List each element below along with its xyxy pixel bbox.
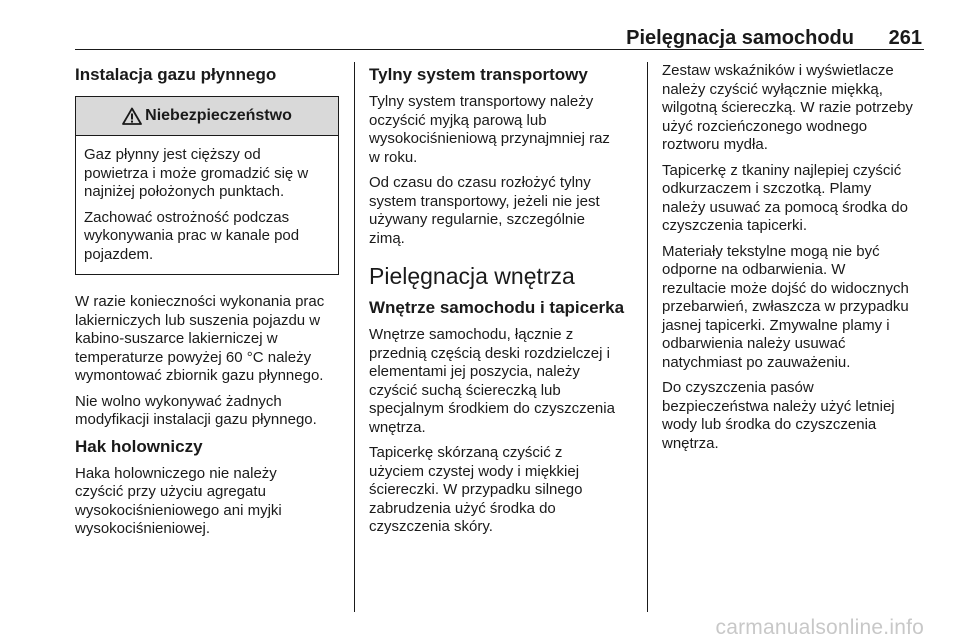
warning-triangle-icon (122, 107, 142, 125)
section-heading-rear-carrier: Tylny system transportowy (369, 65, 588, 84)
watermark: carmanualsonline.info (715, 616, 924, 639)
column-3 (662, 62, 926, 460)
body-paragraph: Tapicerkę z tkaniny najlepiej czyścić odkurzaczem i szczotką. Plamy należy usuwać za pomocą środka do czyszczenia tapicerki. (662, 161, 908, 234)
column-1 (75, 62, 339, 546)
warning-header (76, 97, 338, 136)
section-heading-lpg: Instalacja gazu płynnego (75, 65, 277, 84)
page-number: 261 (888, 27, 922, 49)
body-paragraph: Haka holowniczego nie należy czyścić przy użyciu agregatu wysokociśnieniowego ani myjki wysokociśnieniowej. (75, 464, 282, 537)
warning-paragraph: Gaz płynny jest cięższy od powietrza i może gromadzić się w najniżej położonych punktach. (84, 146, 309, 200)
column-divider (647, 62, 648, 612)
body-paragraph: W razie konieczności wykonania prac lakierniczych lub suszenia pojazdu w kabino-suszarce lakierniczej w temperaturze powyżej 60 °C należy wymontować zbiornik gazu płynnego. (75, 293, 325, 384)
warning-body (76, 136, 338, 274)
column-divider (354, 62, 355, 612)
section-heading-interior: Wnętrze samochodu i tapicerka (369, 298, 625, 317)
header-title: Pielęgnacja samochodu (626, 27, 854, 49)
warning-paragraph: Zachować ostrożność podczas wykonywania prac w kanale pod pojazdem. (84, 208, 300, 263)
body-paragraph: Nie wolno wykonywać żadnych modyfikacji instalacji gazu płynnego. (75, 392, 317, 428)
warning-title: Niebezpieczeństwo (145, 107, 292, 124)
body-paragraph: Do czyszczenia pasów bezpieczeństwa należy użyć letniej wody lub środka do czyszczenia wnętrza. (662, 379, 895, 452)
body-paragraph: Zestaw wskaźników i wyświetlacze należy czyścić wyłącznie miękką, wilgotną ściereczką. W razie potrzeby użyć rozcieńczonego wodnego roztworu mydła. (662, 62, 913, 153)
column-2 (369, 62, 633, 544)
body-paragraph: Od czasu do czasu rozłożyć tylny system transportowy, jeżeli nie jest używany regularnie, szczególnie zimą. (369, 174, 600, 247)
chapter-heading-interior-care: Pielęgnacja wnętrza (369, 263, 575, 289)
danger-warning-box (75, 96, 339, 275)
body-paragraph: Materiały tekstylne mogą nie być odporne na odbarwienia. W rezultacie może dojść do widocznych przebarwień, zwłaszcza w przypadku jasnej tapicerki. Zmywalne plamy i odbarwienia należy usuwać natychmiast po zauważeniu. (662, 242, 909, 371)
body-paragraph: Tylny system transportowy należy oczyścić myjką parową lub wysokociśnieniową przynajmniej raz w roku. (369, 93, 610, 166)
section-heading-tow-hook: Hak holowniczy (75, 436, 203, 456)
page-header (75, 0, 924, 50)
body-paragraph: Tapicerkę skórzaną czyścić z użyciem czystej wody i miękkiej ściereczki. W przypadku silnego zabrudzenia użyć środka do czyszczenia skóry. (369, 444, 583, 535)
body-paragraph: Wnętrze samochodu, łącznie z przednią częścią deski rozdzielczej i elementami jej poszycia, należy czyścić suchą ściereczką lub specjalnym środkiem do czyszczenia wnętrza. (369, 326, 615, 436)
